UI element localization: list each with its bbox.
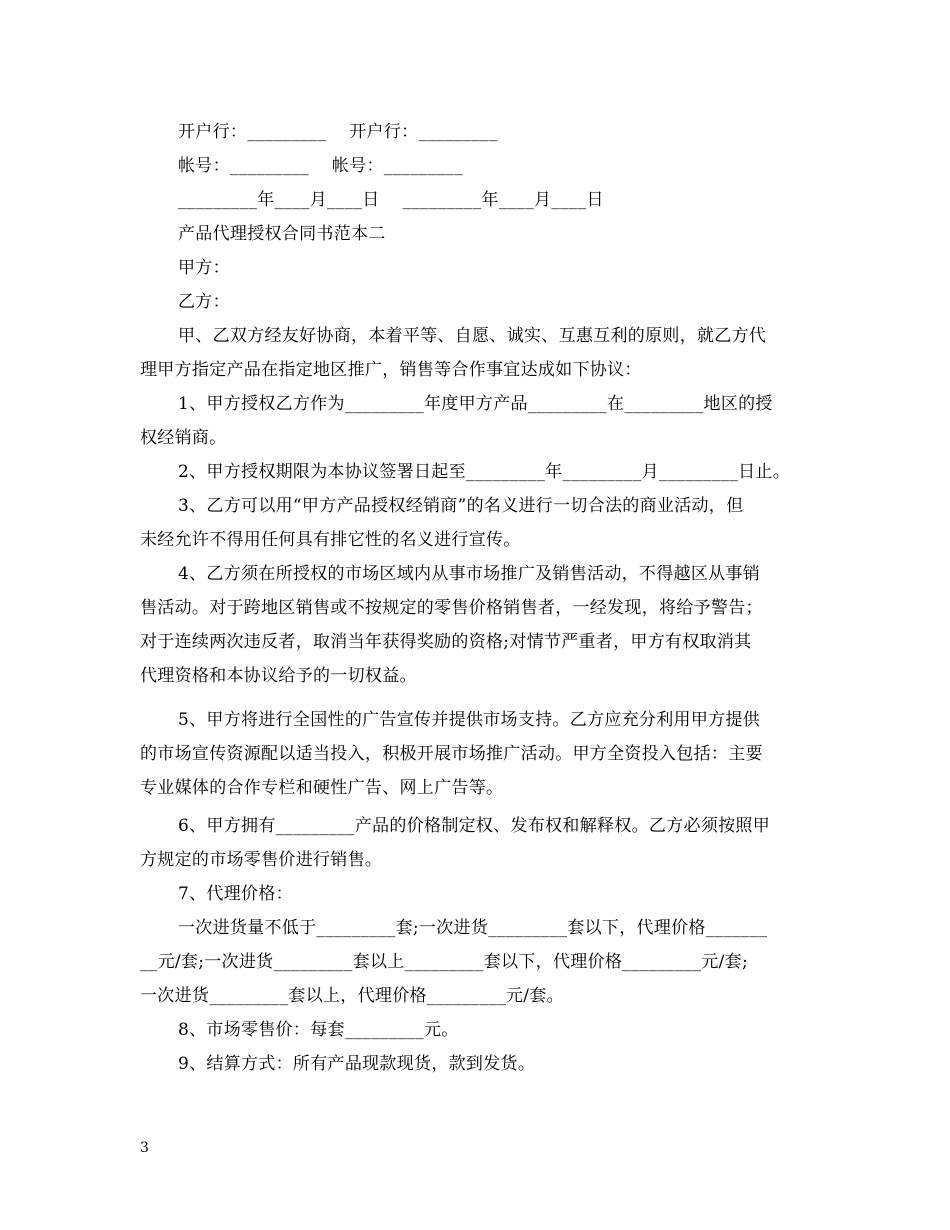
- intro-line-1: 甲、乙双方经友好协商，本着平等、自愿、诚实、互惠互利的原则，就乙方代: [178, 326, 767, 346]
- clause-5-line-2: 的市场宣传资源配以适当投入，积极开展市场推广活动。甲方全资投入包括：主要: [140, 744, 763, 764]
- clause-3-line-1: 3、乙方可以用“甲方产品授权经销商”的名义进行一切合法的商业活动，但: [178, 496, 744, 516]
- date-line: _________年____月____日 _________年____月____日: [178, 190, 604, 210]
- clause-5-line-1: 5、甲方将进行全国性的广告宣传并提供市场支持。乙方应充分利用甲方提供: [178, 710, 761, 730]
- intro-line-2: 理甲方指定产品在指定地区推广，销售等合作事宜达成如下协议：: [140, 360, 642, 380]
- document-title: 产品代理授权合同书范本二: [178, 224, 386, 244]
- party-a-line: 甲方：: [178, 258, 230, 278]
- clause-6-line-1: 6、甲方拥有_________产品的价格制定权、发布权和解释权。乙方必须按照甲: [178, 816, 771, 836]
- clause-9: 9、结算方式：所有产品现款现货，款到发货。: [178, 1054, 536, 1074]
- clause-7-line-2: __元/套;一次进货_________套以上_________套以下，代理价格_________元/套;: [140, 952, 749, 972]
- bank-line: 开户行：_________ 开户行：_________: [178, 122, 498, 142]
- page-number: 3: [140, 1140, 149, 1156]
- clause-8: 8、市场零售价：每套_________元。: [178, 1020, 459, 1040]
- clause-6-line-2: 方规定的市场零售价进行销售。: [140, 850, 383, 870]
- clause-4-line-4: 代理资格和本协议给予的一切权益。: [140, 666, 417, 686]
- clause-2: 2、甲方授权期限为本协议签署日起至_________年_________月_________日止。: [178, 462, 791, 482]
- clause-3-line-2: 未经允许不得用任何具有排它性的名义进行宣传。: [140, 530, 521, 550]
- clause-1-line-1: 1、甲方授权乙方作为_________年度甲方产品_________在_________地区的授: [178, 394, 773, 414]
- account-line: 帐号：_________ 帐号：_________: [178, 156, 464, 176]
- clause-4-line-2: 售活动。对于跨地区销售或不按规定的零售价格销售者，一经发现，将给予警告；: [140, 598, 763, 618]
- party-b-line: 乙方：: [178, 292, 230, 312]
- clause-5-line-3: 专业媒体的合作专栏和硬性广告、网上广告等。: [140, 778, 504, 798]
- clause-1-line-2: 权经销商。: [140, 428, 227, 448]
- clause-4-line-3: 对于连续两次违反者，取消当年获得奖励的资格;对情节严重者，甲方有权取消其: [140, 632, 752, 652]
- clause-7-line-1: 一次进货量不低于_________套;一次进货_________套以下，代理价格_______: [178, 918, 768, 938]
- clause-4-line-1: 4、乙方须在所授权的市场区域内从事市场推广及销售活动，不得越区从事销: [178, 564, 761, 584]
- clause-7-heading: 7、代理价格：: [178, 884, 293, 904]
- clause-7-line-3: 一次进货_________套以上，代理价格_________元/套。: [140, 986, 564, 1006]
